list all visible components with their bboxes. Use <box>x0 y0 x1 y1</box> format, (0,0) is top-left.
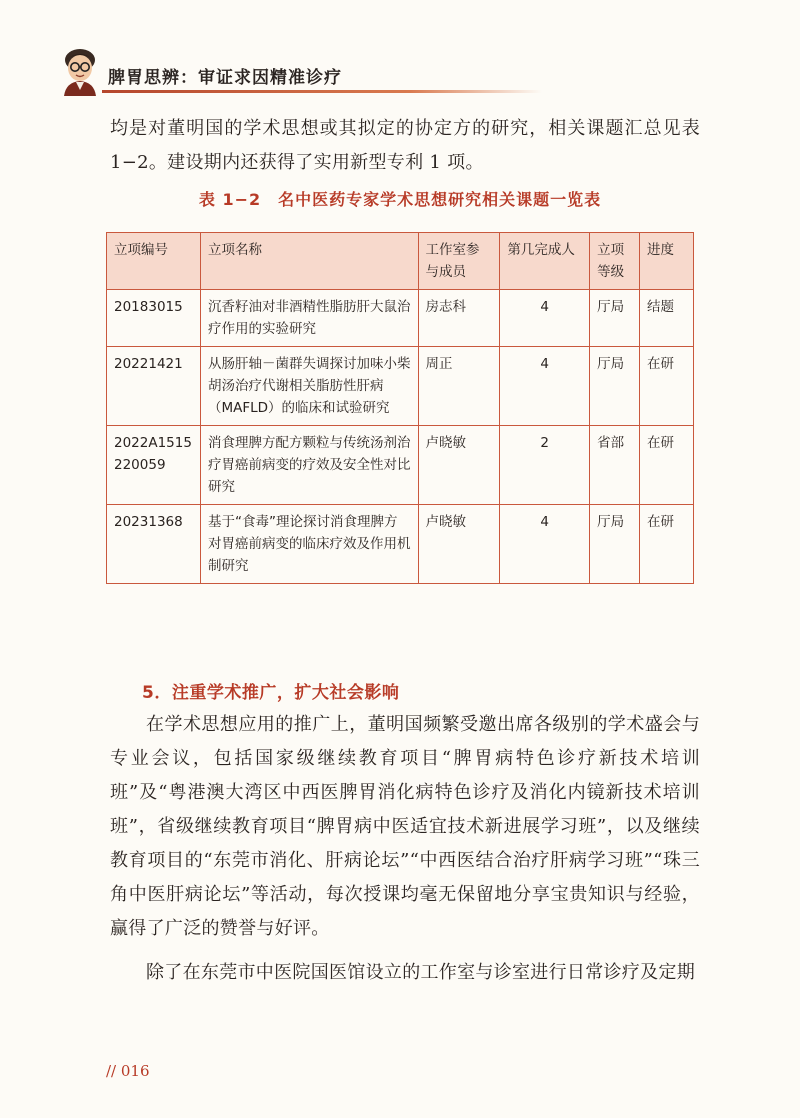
cell-progress: 结题 <box>640 290 694 347</box>
table-row <box>107 290 694 347</box>
body-paragraph-1: 在学术思想应用的推广上，董明国频繁受邀出席各级别的学术盛会与专业会议，包括国家级继续教育项目“脾胃病特色诊疗新技术培训班”及“粤港澳大湾区中西医脾胃消化病特色诊疗及消化内镜新技术培训班”，省级继续教育项目“脾胃病中医适宜技术新进展学习班”，以及继续教育项目的“东莞市消化、肝病论坛”“中西医结合治疗肝病学习班”“珠三角中医肝病论坛”等活动，每次授课均毫无保留地分享宝贵知识与经验，赢得了广泛的赞誉与好评。 <box>110 714 700 939</box>
col-header-rank: 第几完成人 <box>500 233 590 290</box>
author-avatar-icon <box>58 46 102 96</box>
cell-id: 20231368 <box>107 505 201 584</box>
col-header-id: 立项编号 <box>107 233 201 290</box>
section-heading: 5．注重学术推广，扩大社会影响 <box>142 683 400 703</box>
cell-member: 周正 <box>418 347 500 426</box>
cell-name: 沉香籽油对非酒精性脂肪肝大鼠治疗作用的实验研究 <box>200 290 418 347</box>
cell-name: 基于“食毒”理论探讨消食理脾方对胃癌前病变的临床疗效及作用机制研究 <box>200 505 418 584</box>
running-header-title: 脾胃思辨：审证求因精准诊疗 <box>108 68 342 88</box>
col-header-name: 立项名称 <box>200 233 418 290</box>
cell-level: 厅局 <box>590 505 640 584</box>
cell-id: 2022A1515220059 <box>107 426 201 505</box>
cell-rank: 4 <box>500 505 590 584</box>
cell-progress: 在研 <box>640 505 694 584</box>
cell-name: 从肠肝轴－菌群失调探讨加味小柴胡汤治疗代谢相关脂肪性肝病（MAFLD）的临床和试验研究 <box>200 347 418 426</box>
cell-member: 卢晓敏 <box>418 505 500 584</box>
cell-name: 消食理脾方配方颗粒与传统汤剂治疗胃癌前病变的疗效及安全性对比研究 <box>200 426 418 505</box>
table-header-row <box>107 233 694 290</box>
cell-progress: 在研 <box>640 426 694 505</box>
cell-id: 20221421 <box>107 347 201 426</box>
page-header <box>58 46 658 96</box>
table-row <box>107 426 694 505</box>
header-divider <box>102 90 542 93</box>
cell-rank: 4 <box>500 290 590 347</box>
table-row <box>107 505 694 584</box>
page-number: // 016 <box>106 1062 150 1080</box>
table-row <box>107 347 694 426</box>
cell-level: 省部 <box>590 426 640 505</box>
cell-level: 厅局 <box>590 347 640 426</box>
cell-progress: 在研 <box>640 347 694 426</box>
col-header-progress: 进度 <box>640 233 694 290</box>
cell-rank: 4 <box>500 347 590 426</box>
intro-paragraph: 均是对董明国的学术思想或其拟定的协定方的研究，相关课题汇总见表1−2。建设期内还获得了实用新型专利 1 项。 <box>110 118 700 173</box>
cell-rank: 2 <box>500 426 590 505</box>
projects-table <box>106 232 694 584</box>
col-header-member: 工作室参与成员 <box>418 233 500 290</box>
table-caption: 表 1−2 名中医药专家学术思想研究相关课题一览表 <box>198 190 602 209</box>
cell-id: 20183015 <box>107 290 201 347</box>
body-paragraph-2: 除了在东莞市中医院国医馆设立的工作室与诊室进行日常诊疗及定期 <box>146 962 695 983</box>
cell-member: 卢晓敏 <box>418 426 500 505</box>
col-header-level: 立项等级 <box>590 233 640 290</box>
cell-member: 房志科 <box>418 290 500 347</box>
cell-level: 厅局 <box>590 290 640 347</box>
